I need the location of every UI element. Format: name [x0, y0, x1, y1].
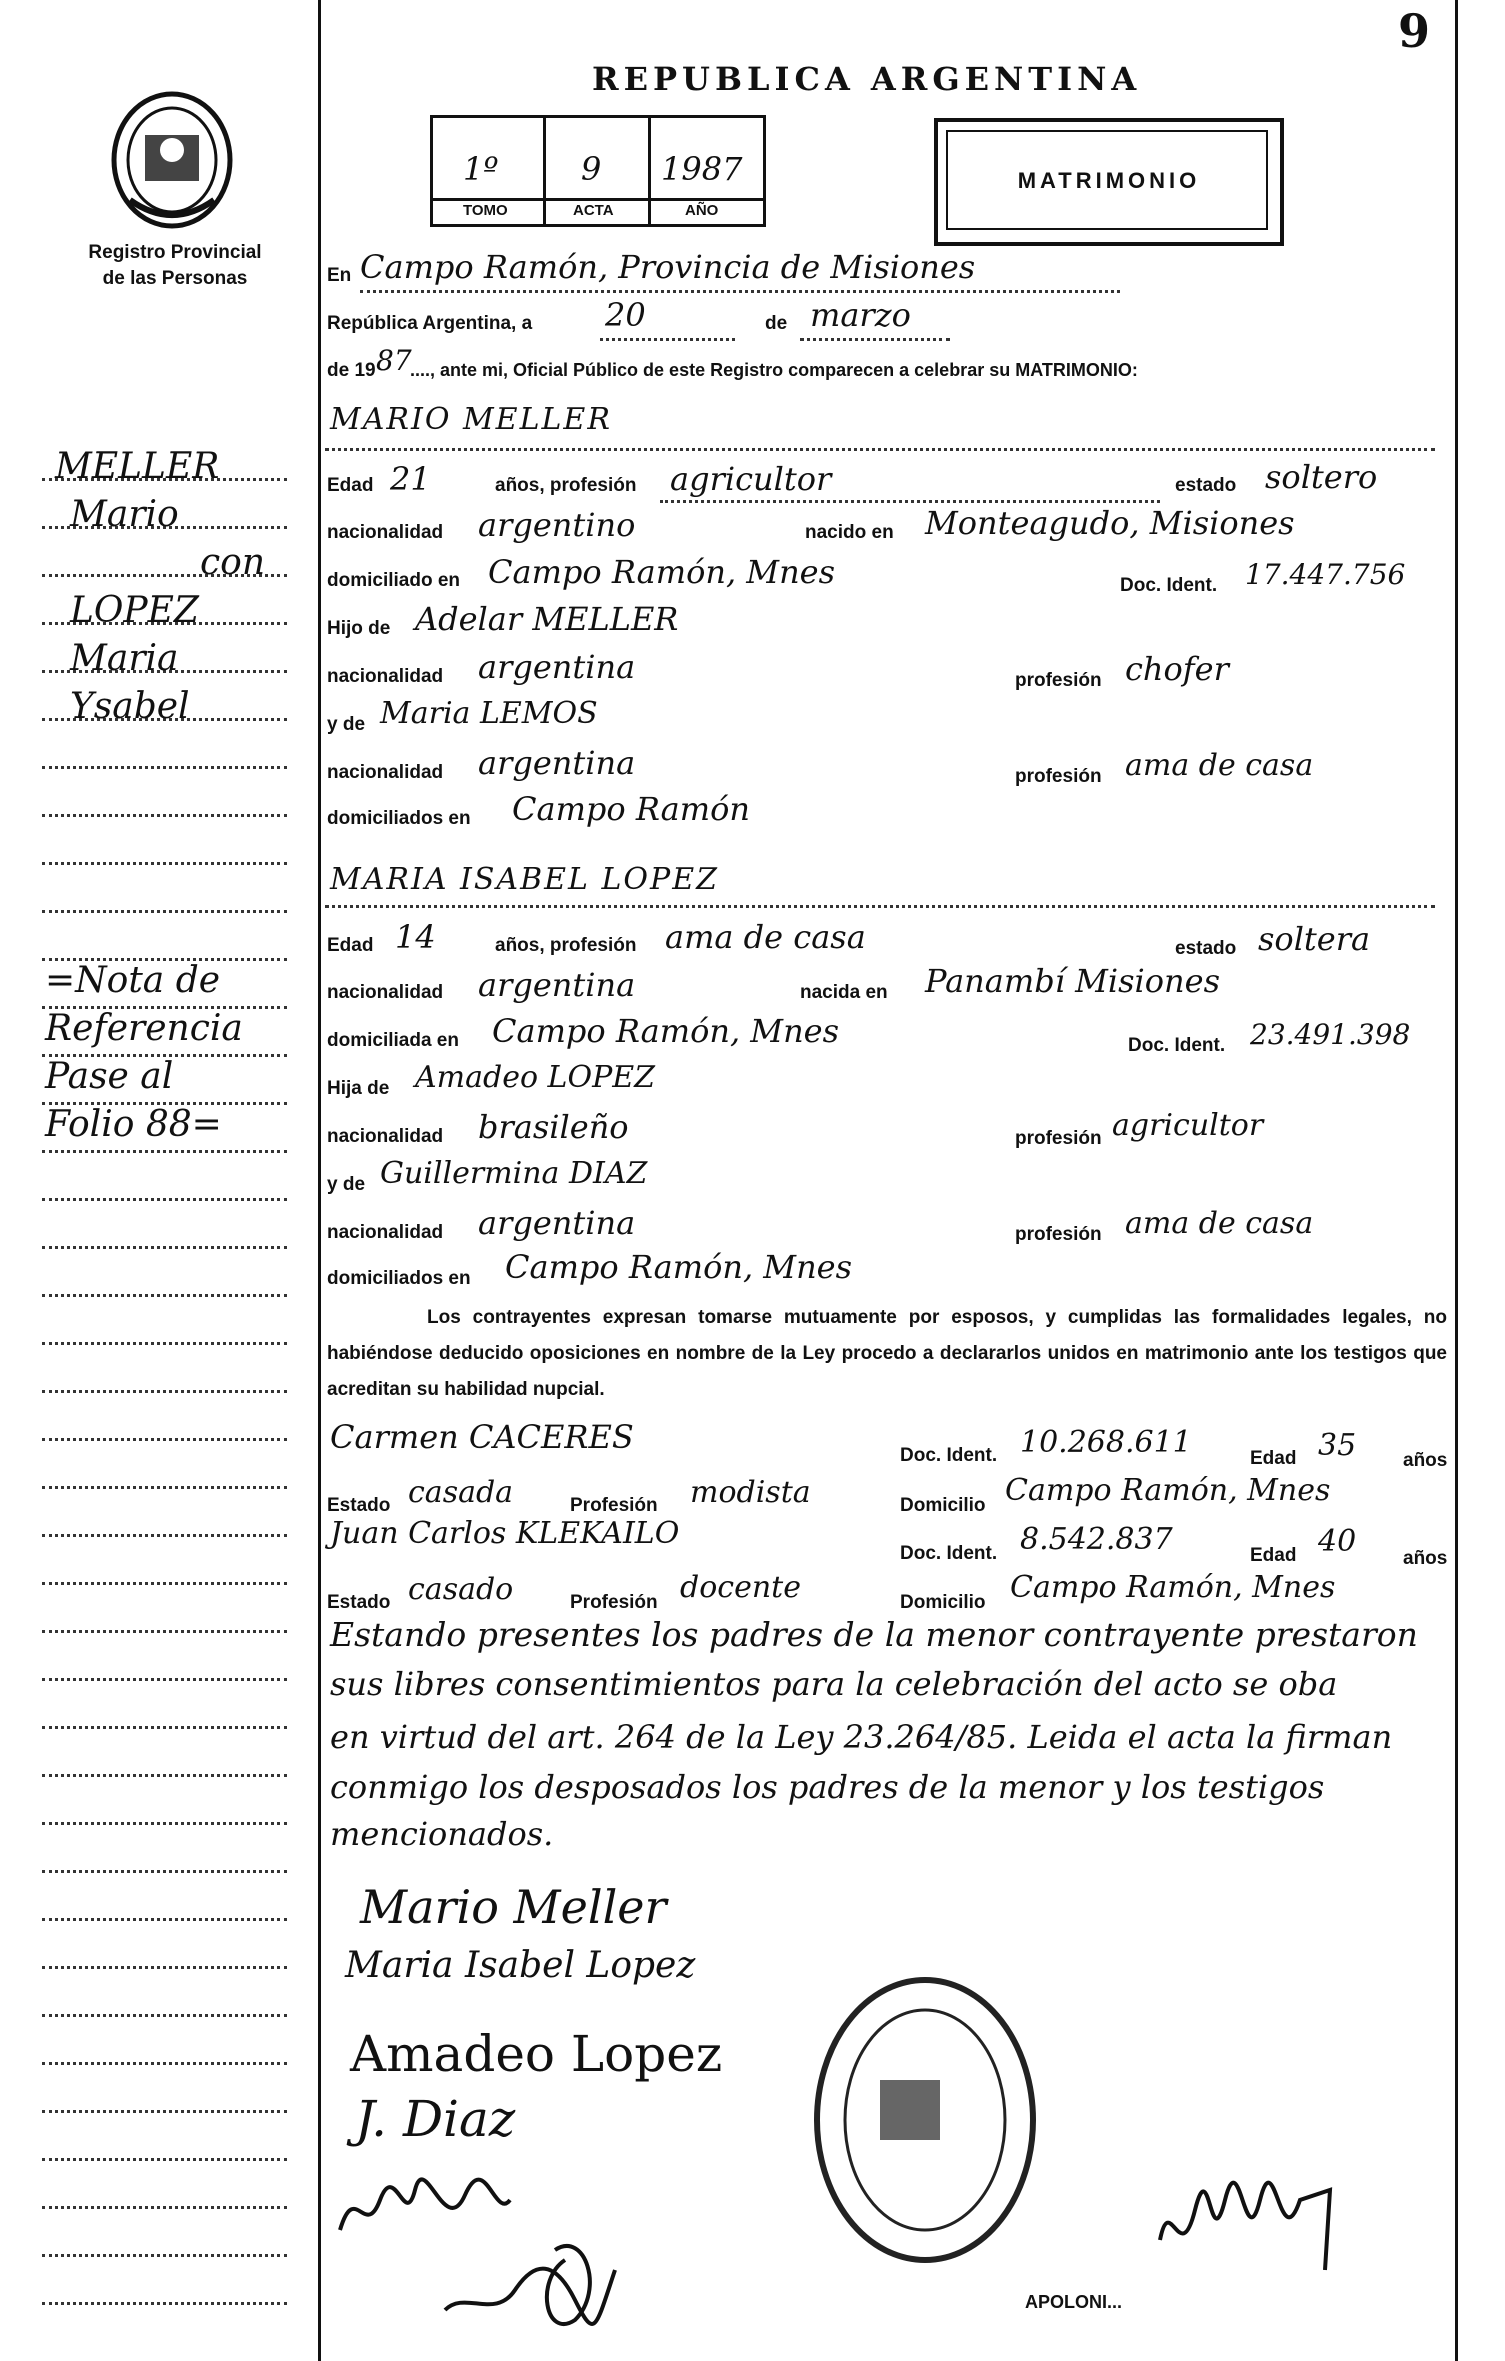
record-box — [430, 115, 766, 227]
note-line-4: conmigo los desposados los padres de la menor y los testigos — [330, 1768, 1325, 1806]
groom-mother-nac-label: nacionalidad — [327, 762, 444, 783]
groom-father: Adelar MELLER — [415, 600, 679, 638]
official-stamp — [810, 1970, 1040, 2270]
witness1-address: Campo Ramón, Mnes — [1005, 1473, 1331, 1508]
margin-name-bride: Maria — [70, 638, 179, 679]
ano-value: 1987 — [661, 150, 743, 188]
groom-nac-label: nacionalidad — [327, 522, 444, 543]
tomo-label: TOMO — [463, 202, 508, 219]
witness2-anos-label: años — [1403, 1548, 1448, 1569]
groom-yde-label: y de — [327, 714, 366, 735]
act-type-box — [934, 118, 1284, 246]
right-border-line — [1455, 0, 1458, 2361]
bride-parents-dom-label: domiciliados en — [327, 1268, 471, 1289]
declaration-text: Los contrayentes expresan tomarse mutuamente por esposos, y cumplidas las formalidades legales, no habiéndose deducido oposiciones en nombre de la Ley procedo a declararlos unidos en matrimonio ante los testigos que acreditan su habilidad nupcial. — [327, 1307, 1447, 1400]
intro-statement: ...., ante mi, Oficial Público de este Registro comparecen a celebrar su MATRIMONIO: — [410, 360, 1138, 380]
signature-mother: J. Diaz — [355, 2090, 516, 2148]
bride-father-prof-label: profesión — [1015, 1128, 1102, 1149]
witness2-estado-label: Estado — [327, 1592, 391, 1613]
rep-label: República Argentina, a — [327, 313, 533, 334]
margin-con: con — [200, 542, 266, 583]
signature-bride: Maria Isabel Lopez — [345, 1945, 696, 1986]
bride-status: soltera — [1258, 920, 1371, 958]
witness2-prof-label: Profesión — [570, 1592, 658, 1613]
bride-dom-label: domiciliada en — [327, 1030, 459, 1051]
groom-father-nationality: argentina — [478, 648, 636, 686]
intro-day: 20 — [605, 296, 646, 334]
witness1-anos-label: años — [1403, 1450, 1448, 1471]
groom-father-prof-label: profesión — [1015, 670, 1102, 691]
bride-nationality: argentina — [478, 966, 636, 1004]
groom-mother: Maria LEMOS — [380, 696, 598, 731]
groom-dom-label: domiciliado en — [327, 570, 461, 591]
note-line-2: sus libres consentimientos para la celebración del acto se oba — [330, 1665, 1338, 1703]
groom-parents-address: Campo Ramón — [512, 790, 750, 828]
witness2-doc-label: Doc. Ident. — [900, 1543, 998, 1564]
note-line-3: en virtud del art. 264 de la Ley 23.264/85. Leida el acta la firman — [330, 1718, 1393, 1756]
registry-line1: Registro Provincial — [88, 242, 262, 263]
groom-mother-profession: ama de casa — [1125, 748, 1314, 783]
witness1-prof-label: Profesión — [570, 1495, 658, 1516]
year-prefix: de 19 — [327, 360, 376, 381]
groom-parents-dom-label: domiciliados en — [327, 808, 471, 829]
groom-profession: agricultor — [670, 460, 832, 498]
signature-father: Amadeo Lopez — [350, 2025, 723, 2083]
bride-doc: 23.491.398 — [1250, 1018, 1411, 1051]
province-seal — [110, 90, 235, 230]
groom-nationality: argentino — [478, 506, 636, 544]
groom-mother-prof-label: profesión — [1015, 766, 1102, 787]
groom-estado-label: estado — [1175, 475, 1237, 496]
groom-doc: 17.447.756 — [1245, 558, 1406, 591]
witness1-dom-label: Domicilio — [900, 1495, 986, 1516]
acta-label: ACTA — [573, 202, 614, 219]
bride-yde-label: y de — [327, 1174, 366, 1195]
witness1-profession: modista — [690, 1475, 811, 1510]
bride-estado-label: estado — [1175, 938, 1237, 959]
bride-parents-address: Campo Ramón, Mnes — [505, 1248, 853, 1286]
margin-surname-groom: MELLER — [55, 446, 220, 487]
bride-father-nac-label: nacionalidad — [327, 1126, 444, 1147]
intro-place: Campo Ramón, Provincia de Misiones — [360, 248, 976, 286]
groom-birthplace: Monteagudo, Misiones — [925, 504, 1295, 542]
signature-groom: Mario Meller — [360, 1880, 667, 1934]
acta-value: 9 — [581, 150, 602, 188]
groom-address: Campo Ramón, Mnes — [488, 553, 836, 591]
bride-edad-label: Edad — [327, 935, 374, 956]
witness2-dom-label: Domicilio — [900, 1592, 986, 1613]
bride-mother-nac-label: nacionalidad — [327, 1222, 444, 1243]
bride-mother-prof-label: profesión — [1015, 1224, 1102, 1245]
groom-doc-label: Doc. Ident. — [1120, 575, 1218, 596]
act-type-label: MATRIMONIO — [1017, 168, 1201, 193]
bride-doc-label: Doc. Ident. — [1128, 1035, 1226, 1056]
margin-surname-bride: LOPEZ — [70, 590, 199, 631]
witness2-name: Juan Carlos KLEKAILO — [330, 1516, 680, 1551]
groom-father-nac-label: nacionalidad — [327, 666, 444, 687]
witness2-age: 40 — [1318, 1524, 1357, 1559]
witness2-edad-label: Edad — [1250, 1545, 1297, 1566]
bride-profession: ama de casa — [665, 918, 866, 956]
margin-name-groom: Mario — [70, 494, 179, 535]
tomo-value: 1º — [463, 150, 499, 188]
groom-nacido-label: nacido en — [805, 522, 894, 543]
margin-name-bride-2: Ysabel — [70, 686, 190, 727]
bride-birthplace: Panambí Misiones — [925, 962, 1220, 1000]
witness1-name: Carmen CACERES — [330, 1418, 634, 1456]
witness1-doc: 10.268.611 — [1020, 1425, 1192, 1460]
witness2-doc: 8.542.837 — [1020, 1522, 1173, 1557]
witness2-address: Campo Ramón, Mnes — [1010, 1570, 1336, 1605]
bride-nac-label: nacionalidad — [327, 982, 444, 1003]
country-title: REPUBLICA ARGENTINA — [592, 60, 1142, 98]
bride-mother-profession: ama de casa — [1125, 1206, 1314, 1241]
margin-note-2: Referencia — [45, 1008, 243, 1049]
witness-signature-scrawl-2 — [435, 2230, 625, 2340]
witness2-profession: docente — [680, 1570, 801, 1605]
registry-line2: de las Personas — [102, 268, 248, 289]
bride-father-nationality: brasileño — [478, 1108, 629, 1146]
ano-label: AÑO — [685, 202, 719, 219]
note-line-1: Estando presentes los padres de la menor contrayente prestaron — [330, 1615, 1418, 1654]
groom-name: MARIO MELLER — [330, 402, 612, 437]
left-border-line — [318, 0, 321, 2361]
witness1-age: 35 — [1318, 1428, 1357, 1463]
page-number: 9 — [1398, 4, 1431, 58]
bride-father-profession: agricultor — [1112, 1108, 1264, 1143]
margin-note-1: =Nota de — [45, 960, 221, 1001]
intro-month: marzo — [810, 296, 911, 334]
witness1-doc-label: Doc. Ident. — [900, 1445, 998, 1466]
margin-note-4: Folio 88= — [45, 1104, 222, 1145]
witness2-status: casado — [408, 1572, 514, 1607]
bride-nacida-label: nacida en — [800, 982, 888, 1003]
groom-mother-nationality: argentina — [478, 744, 636, 782]
bride-hija-label: Hija de — [327, 1078, 390, 1099]
witness1-status: casada — [408, 1475, 514, 1510]
groom-prof-label: años, profesión — [495, 475, 637, 496]
groom-father-profession: chofer — [1125, 650, 1229, 688]
bride-mother-nationality: argentina — [478, 1204, 636, 1242]
stamp-text: APOLONI... — [1025, 2292, 1123, 2312]
officer-signature — [1150, 2170, 1370, 2290]
groom-edad-label: Edad — [327, 475, 374, 496]
bride-name: MARIA ISABEL LOPEZ — [330, 862, 719, 897]
bride-father: Amadeo LOPEZ — [415, 1060, 655, 1095]
witness1-estado-label: Estado — [327, 1495, 391, 1516]
witness1-edad-label: Edad — [1250, 1448, 1297, 1469]
bride-age: 14 — [395, 918, 436, 956]
margin-note-3: Pase al — [45, 1056, 174, 1097]
groom-hijo-label: Hijo de — [327, 618, 391, 639]
groom-status: soltero — [1265, 458, 1378, 496]
en-label: En — [327, 265, 352, 286]
bride-mother: Guillermina DIAZ — [380, 1156, 648, 1191]
note-line-5: mencionados. — [330, 1815, 554, 1853]
groom-age: 21 — [390, 460, 431, 498]
bride-prof-label: años, profesión — [495, 935, 637, 956]
de-label: de — [765, 313, 788, 334]
bride-address: Campo Ramón, Mnes — [492, 1012, 840, 1050]
year-suffix: 87 — [376, 344, 412, 377]
